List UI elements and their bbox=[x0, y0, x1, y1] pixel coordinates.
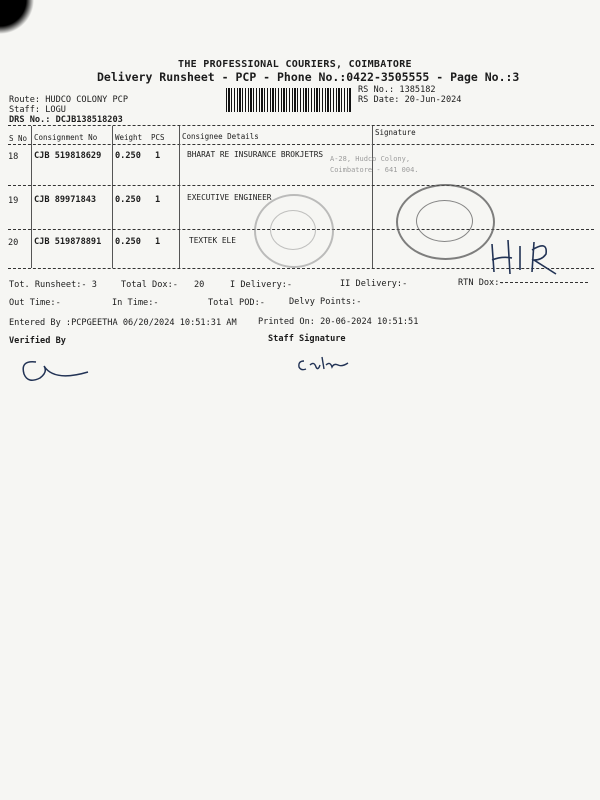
column-line bbox=[372, 126, 373, 268]
entered-by: Entered By :PCPGEETHA 06/20/2024 10:51:31 AM bbox=[9, 318, 237, 328]
round-stamp-inner bbox=[416, 200, 473, 242]
row-weight: 0.250 bbox=[115, 195, 141, 205]
total-dox-label: Total Dox:- bbox=[121, 280, 178, 290]
rtn-dash bbox=[500, 282, 588, 283]
total-dox-value: 20 bbox=[194, 280, 205, 290]
printed-on: Printed On: 20-06-2024 10:51:51 bbox=[258, 317, 419, 327]
staff-signature: Staff Signature bbox=[268, 334, 346, 344]
round-stamp-inner bbox=[270, 210, 316, 250]
ii-delivery: II Delivery:- bbox=[340, 279, 408, 289]
row-pcs: 1 bbox=[155, 151, 161, 161]
row-pcs: 1 bbox=[155, 195, 161, 205]
scan-shadow-corner bbox=[0, 0, 40, 40]
column-line bbox=[31, 126, 32, 268]
row-weight: 0.250 bbox=[115, 151, 141, 161]
total-pod: Total POD:- bbox=[208, 298, 265, 308]
delvy-points: Delvy Points:- bbox=[289, 297, 362, 307]
col-header-weight: Weight bbox=[115, 133, 143, 142]
row-consignment: CJB 89971843 bbox=[34, 195, 97, 205]
column-line bbox=[179, 126, 180, 268]
staff-handwritten-signature bbox=[296, 353, 356, 375]
row-consignment: CJB 519818629 bbox=[34, 151, 102, 161]
verifier-signature bbox=[14, 354, 94, 388]
column-line bbox=[112, 126, 113, 268]
verified-by: Verified By bbox=[9, 336, 66, 346]
row-consignee: EXECUTIVE ENGINEER bbox=[187, 193, 272, 202]
col-header-signature: Signature bbox=[375, 128, 416, 137]
route-label: Route: HUDCO COLONY PCP bbox=[9, 95, 128, 105]
handwritten-signature bbox=[486, 219, 568, 278]
row-consignment: CJB 519878891 bbox=[34, 237, 102, 247]
row-consignee: BHARAT RE INSURANCE BROKJETRS bbox=[187, 150, 324, 159]
divider bbox=[8, 125, 594, 126]
row-sno: 18 bbox=[8, 152, 19, 162]
col-header-sno: S No bbox=[9, 134, 28, 143]
stamp-line: Coimbatore - 641 004. bbox=[330, 166, 419, 174]
signature-text: HIR bbox=[486, 219, 515, 238]
col-header-consignee: Consignee Details bbox=[182, 132, 259, 141]
drs-number: DRS No.: DCJB138518203 bbox=[9, 115, 123, 125]
row-sno: 20 bbox=[8, 238, 19, 248]
divider bbox=[8, 144, 594, 145]
col-header-consignment: Consignment No bbox=[34, 133, 98, 142]
row-weight: 0.250 bbox=[115, 237, 141, 247]
row-consignee: TEXTEK ELE bbox=[189, 236, 236, 245]
row-sno: 19 bbox=[8, 196, 19, 206]
rs-date: RS Date: 20-Jun-2024 bbox=[358, 95, 462, 105]
in-time: In Time:- bbox=[112, 298, 159, 308]
staff-label: Staff: LOGU bbox=[9, 105, 66, 115]
row-divider bbox=[8, 185, 594, 186]
row-pcs: 1 bbox=[155, 237, 161, 247]
out-time: Out Time:- bbox=[9, 298, 61, 308]
tot-runsheet: Tot. Runsheet:- 3 bbox=[9, 280, 97, 290]
i-delivery: I Delivery:- bbox=[230, 280, 293, 290]
col-header-pcs: PCS bbox=[151, 133, 165, 142]
barcode bbox=[226, 88, 351, 112]
stamp-line: A-28, Hudco Colony, bbox=[330, 155, 411, 163]
rs-number: RS No.: 1385182 bbox=[358, 85, 436, 95]
rtn-dox: RTN Dox:- bbox=[458, 278, 505, 288]
company-title: THE PROFESSIONAL COURIERS, COIMBATORE bbox=[178, 59, 412, 70]
runsheet-title: Delivery Runsheet - PCP - Phone No.:0422-3505555 - Page No.:3 bbox=[97, 70, 520, 84]
